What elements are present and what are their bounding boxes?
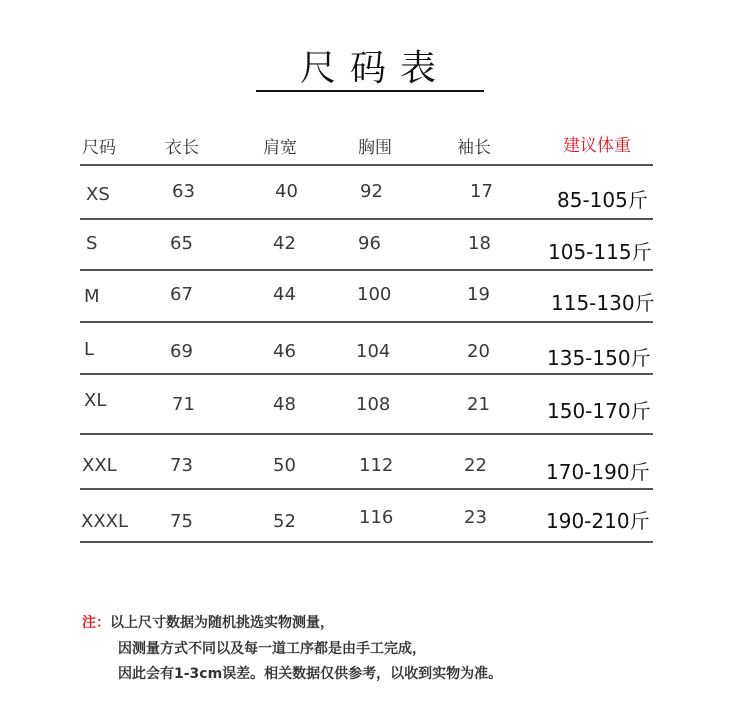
title-underline	[256, 90, 484, 92]
note-line-3: 因此会有1-3cm误差。相关数据仅供参考，以收到实物为准。	[118, 666, 503, 682]
row-l-weight: 135-150斤	[547, 346, 651, 370]
note-text-1: 以上尺寸数据为随机挑选实物测量，	[110, 615, 334, 631]
row-xl-shoulder: 48	[273, 394, 296, 415]
row-m-weight: 115-130斤	[551, 291, 655, 315]
row-xl-length: 71	[172, 394, 195, 415]
row-xxl-length: 73	[170, 455, 193, 476]
row-xxxl-chest: 116	[359, 507, 394, 528]
header-shoulder: 肩宽	[263, 138, 297, 158]
row-xxl-weight: 170-190斤	[546, 460, 650, 484]
header-length: 衣长	[165, 138, 199, 158]
row-s-shoulder: 42	[273, 233, 296, 254]
row-s-size: S	[86, 233, 98, 254]
row-xs-length: 63	[172, 181, 195, 202]
row-xs-size: XS	[86, 184, 110, 205]
row-m-shoulder: 44	[273, 284, 296, 305]
table-rule	[80, 269, 653, 271]
page-title: 尺码表	[299, 48, 450, 89]
row-xl-size: XL	[84, 390, 107, 411]
row-l-shoulder: 46	[273, 341, 296, 362]
row-s-chest: 96	[358, 233, 381, 254]
row-xs-chest: 92	[360, 181, 383, 202]
note-line-2: 因测量方式不同以及每一道工序都是由手工完成，	[118, 641, 426, 657]
row-xs-weight: 85-105斤	[557, 188, 648, 212]
row-xxl-shoulder: 50	[273, 455, 296, 476]
row-xxxl-size: XXXL	[81, 511, 129, 532]
row-xs-shoulder: 40	[275, 181, 298, 202]
note-line-1	[82, 612, 334, 632]
row-s-weight: 105-115斤	[548, 240, 652, 264]
row-xxxl-sleeve: 23	[464, 507, 487, 528]
header-weight: 建议体重	[563, 136, 631, 156]
row-xxl-sleeve: 22	[464, 455, 487, 476]
table-rule	[80, 164, 653, 166]
row-l-sleeve: 20	[467, 341, 490, 362]
table-rule	[80, 541, 653, 543]
table-rule	[80, 373, 653, 375]
table-rule	[80, 488, 653, 490]
row-xs-sleeve: 17	[470, 181, 493, 202]
row-l-size: L	[84, 339, 95, 360]
row-xl-chest: 108	[356, 394, 391, 415]
row-m-chest: 100	[357, 284, 392, 305]
row-xxl-size: XXL	[82, 455, 117, 476]
row-l-chest: 104	[356, 341, 391, 362]
row-m-length: 67	[170, 284, 193, 305]
table-rule	[80, 321, 653, 323]
table-rule	[80, 218, 653, 220]
row-xl-weight: 150-170斤	[547, 399, 651, 423]
row-s-length: 65	[170, 233, 193, 254]
row-xxxl-weight: 190-210斤	[546, 509, 650, 533]
note-label: 注：	[82, 615, 110, 631]
header-size: 尺码	[82, 138, 116, 158]
row-xl-sleeve: 21	[467, 394, 490, 415]
header-chest: 胸围	[358, 138, 392, 158]
row-xxl-chest: 112	[359, 455, 394, 476]
row-xxxl-length: 75	[170, 511, 193, 532]
row-xxxl-shoulder: 52	[273, 511, 296, 532]
row-m-sleeve: 19	[467, 284, 490, 305]
header-sleeve: 袖长	[457, 138, 491, 158]
row-m-size: M	[84, 286, 100, 307]
row-s-sleeve: 18	[468, 233, 491, 254]
row-l-length: 69	[170, 341, 193, 362]
table-rule	[80, 433, 653, 435]
